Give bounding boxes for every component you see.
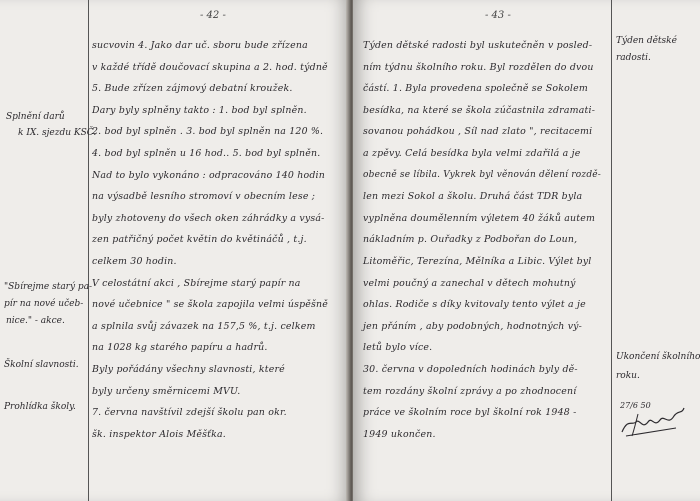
handwritten-line: 1949 ukončen. <box>363 428 436 440</box>
handwritten-line: 2. bod byl splněn . 3. bod byl splněn na 120 %. <box>92 126 324 138</box>
handwritten-line: práce ve školním roce byl školní rok 1948 - <box>363 407 577 419</box>
handwritten-line: celkem 30 hodin. <box>92 256 177 267</box>
handwritten-line: Týden dětské radosti byl uskutečněn v posled- <box>363 40 593 51</box>
handwritten-line: na výsadbě lesního stromoví v obecním lese ; <box>92 191 316 203</box>
handwritten-line: 4. bod byl splněn u 16 hod.. 5. bod byl splněn. <box>92 148 321 159</box>
handwritten-line: Litoměřic, Terezína, Mělníka a Libic. Výlet byl <box>363 256 592 267</box>
margin-note: Prohlídka školy. <box>4 402 76 412</box>
handwritten-line: V celostátní akci , Sbírejme starý papír na <box>92 277 301 289</box>
handwritten-line: na 1028 kg starého papíru a hadrů. <box>92 342 268 354</box>
handwritten-line: Byly pořádány všechny slavnosti, které <box>92 364 285 375</box>
handwritten-line: v každé třídě doučovací skupina a 2. hod. týdně <box>92 61 328 73</box>
margin-note: pír na nové učeb- <box>4 299 84 309</box>
handwritten-line: zen patřičný počet květin do květináčů , t.j. <box>92 234 307 246</box>
handwritten-line: Dary byly splněny takto : 1. bod byl splněn. <box>92 104 307 116</box>
handwritten-line: besídka, na které se škola zúčastnila zdramati- <box>363 104 596 116</box>
handwritten-line: šk. inspektor Alois Měšťka. <box>92 428 226 440</box>
handwritten-line: nové učebnice " se škola zapojila velmi úspěšně <box>92 299 329 311</box>
handwritten-line: jen přáním , aby podobných, hodnotných vý- <box>363 320 583 332</box>
margin-note: Ukončení školního <box>616 352 700 362</box>
margin-note: Splnění darů <box>6 112 65 122</box>
handwritten-line: byly určeny směrnicemi MVU. <box>92 385 241 397</box>
handwritten-line: částí. 1. Byla provedena společně se Sokolem <box>363 83 588 95</box>
handwritten-line: velmi poučný a zanechal v dětech mohutný <box>363 277 576 289</box>
margin-rule-left <box>88 0 89 501</box>
handwritten-line: 7. června navštívil zdejší školu pan okr. <box>92 407 287 419</box>
signature <box>618 392 688 442</box>
handwritten-line: len mezi Sokol a školu. Druhá část TDR byla <box>363 191 583 203</box>
page-number-right: - 43 - <box>485 10 511 21</box>
handwritten-line: nákladním p. Ouřadky z Podbořan do Loun, <box>363 234 578 246</box>
page-number-left: - 42 - <box>200 10 226 21</box>
handwritten-line: a splnila svůj závazek na 157,5 %, t.j. celkem <box>92 320 316 332</box>
handwritten-line: letů bylo více. <box>363 342 433 354</box>
handwritten-line: vyplněna doumělenním výletem 40 žáků autem <box>363 212 596 224</box>
signature-date: 27/6 50 <box>620 401 651 410</box>
margin-note: Školní slavnosti. <box>4 360 79 370</box>
handwritten-line: ním týdnu školního roku. Byl rozdělen do dvou <box>363 61 594 73</box>
margin-note: roku. <box>616 371 640 381</box>
handwritten-line: ohlas. Rodiče s díky kvitovaly tento výlet a je <box>363 299 586 311</box>
handwritten-line: obecně se líbila. Vykrek byl věnován dělení rozdě- <box>363 169 602 180</box>
margin-note: "Sbírejme starý pa- <box>4 282 93 292</box>
margin-note: Týden dětské <box>616 36 677 46</box>
margin-note: k IX. sjezdu KSČ. <box>18 128 97 138</box>
handwritten-line: 5. Bude zřízen zájmový debatní kroužek. <box>92 83 293 95</box>
handwritten-line: byly zhotoveny do všech oken záhrádky a vysá- <box>92 212 325 224</box>
handwritten-line: tem rozdány školní zprávy a po zhodnocení <box>363 385 577 397</box>
handwritten-line: sucvovin 4. Jako dar uč. sboru bude zřízena <box>92 40 308 51</box>
handwritten-line: a zpěvy. Celá besídka byla velmi zdařilá a je <box>363 148 581 159</box>
handwritten-line: 30. června v dopoledních hodinách byly dě- <box>363 364 578 375</box>
handwritten-line: sovanou pohádkou , Síl nad zlato ", recitacemi <box>363 126 593 138</box>
margin-note: radosti. <box>616 53 651 63</box>
handwritten-line: Nad to bylo vykonáno : odpracováno 140 hodin <box>92 169 325 181</box>
margin-note: nice." - akce. <box>6 316 65 326</box>
margin-rule-right <box>611 0 612 501</box>
